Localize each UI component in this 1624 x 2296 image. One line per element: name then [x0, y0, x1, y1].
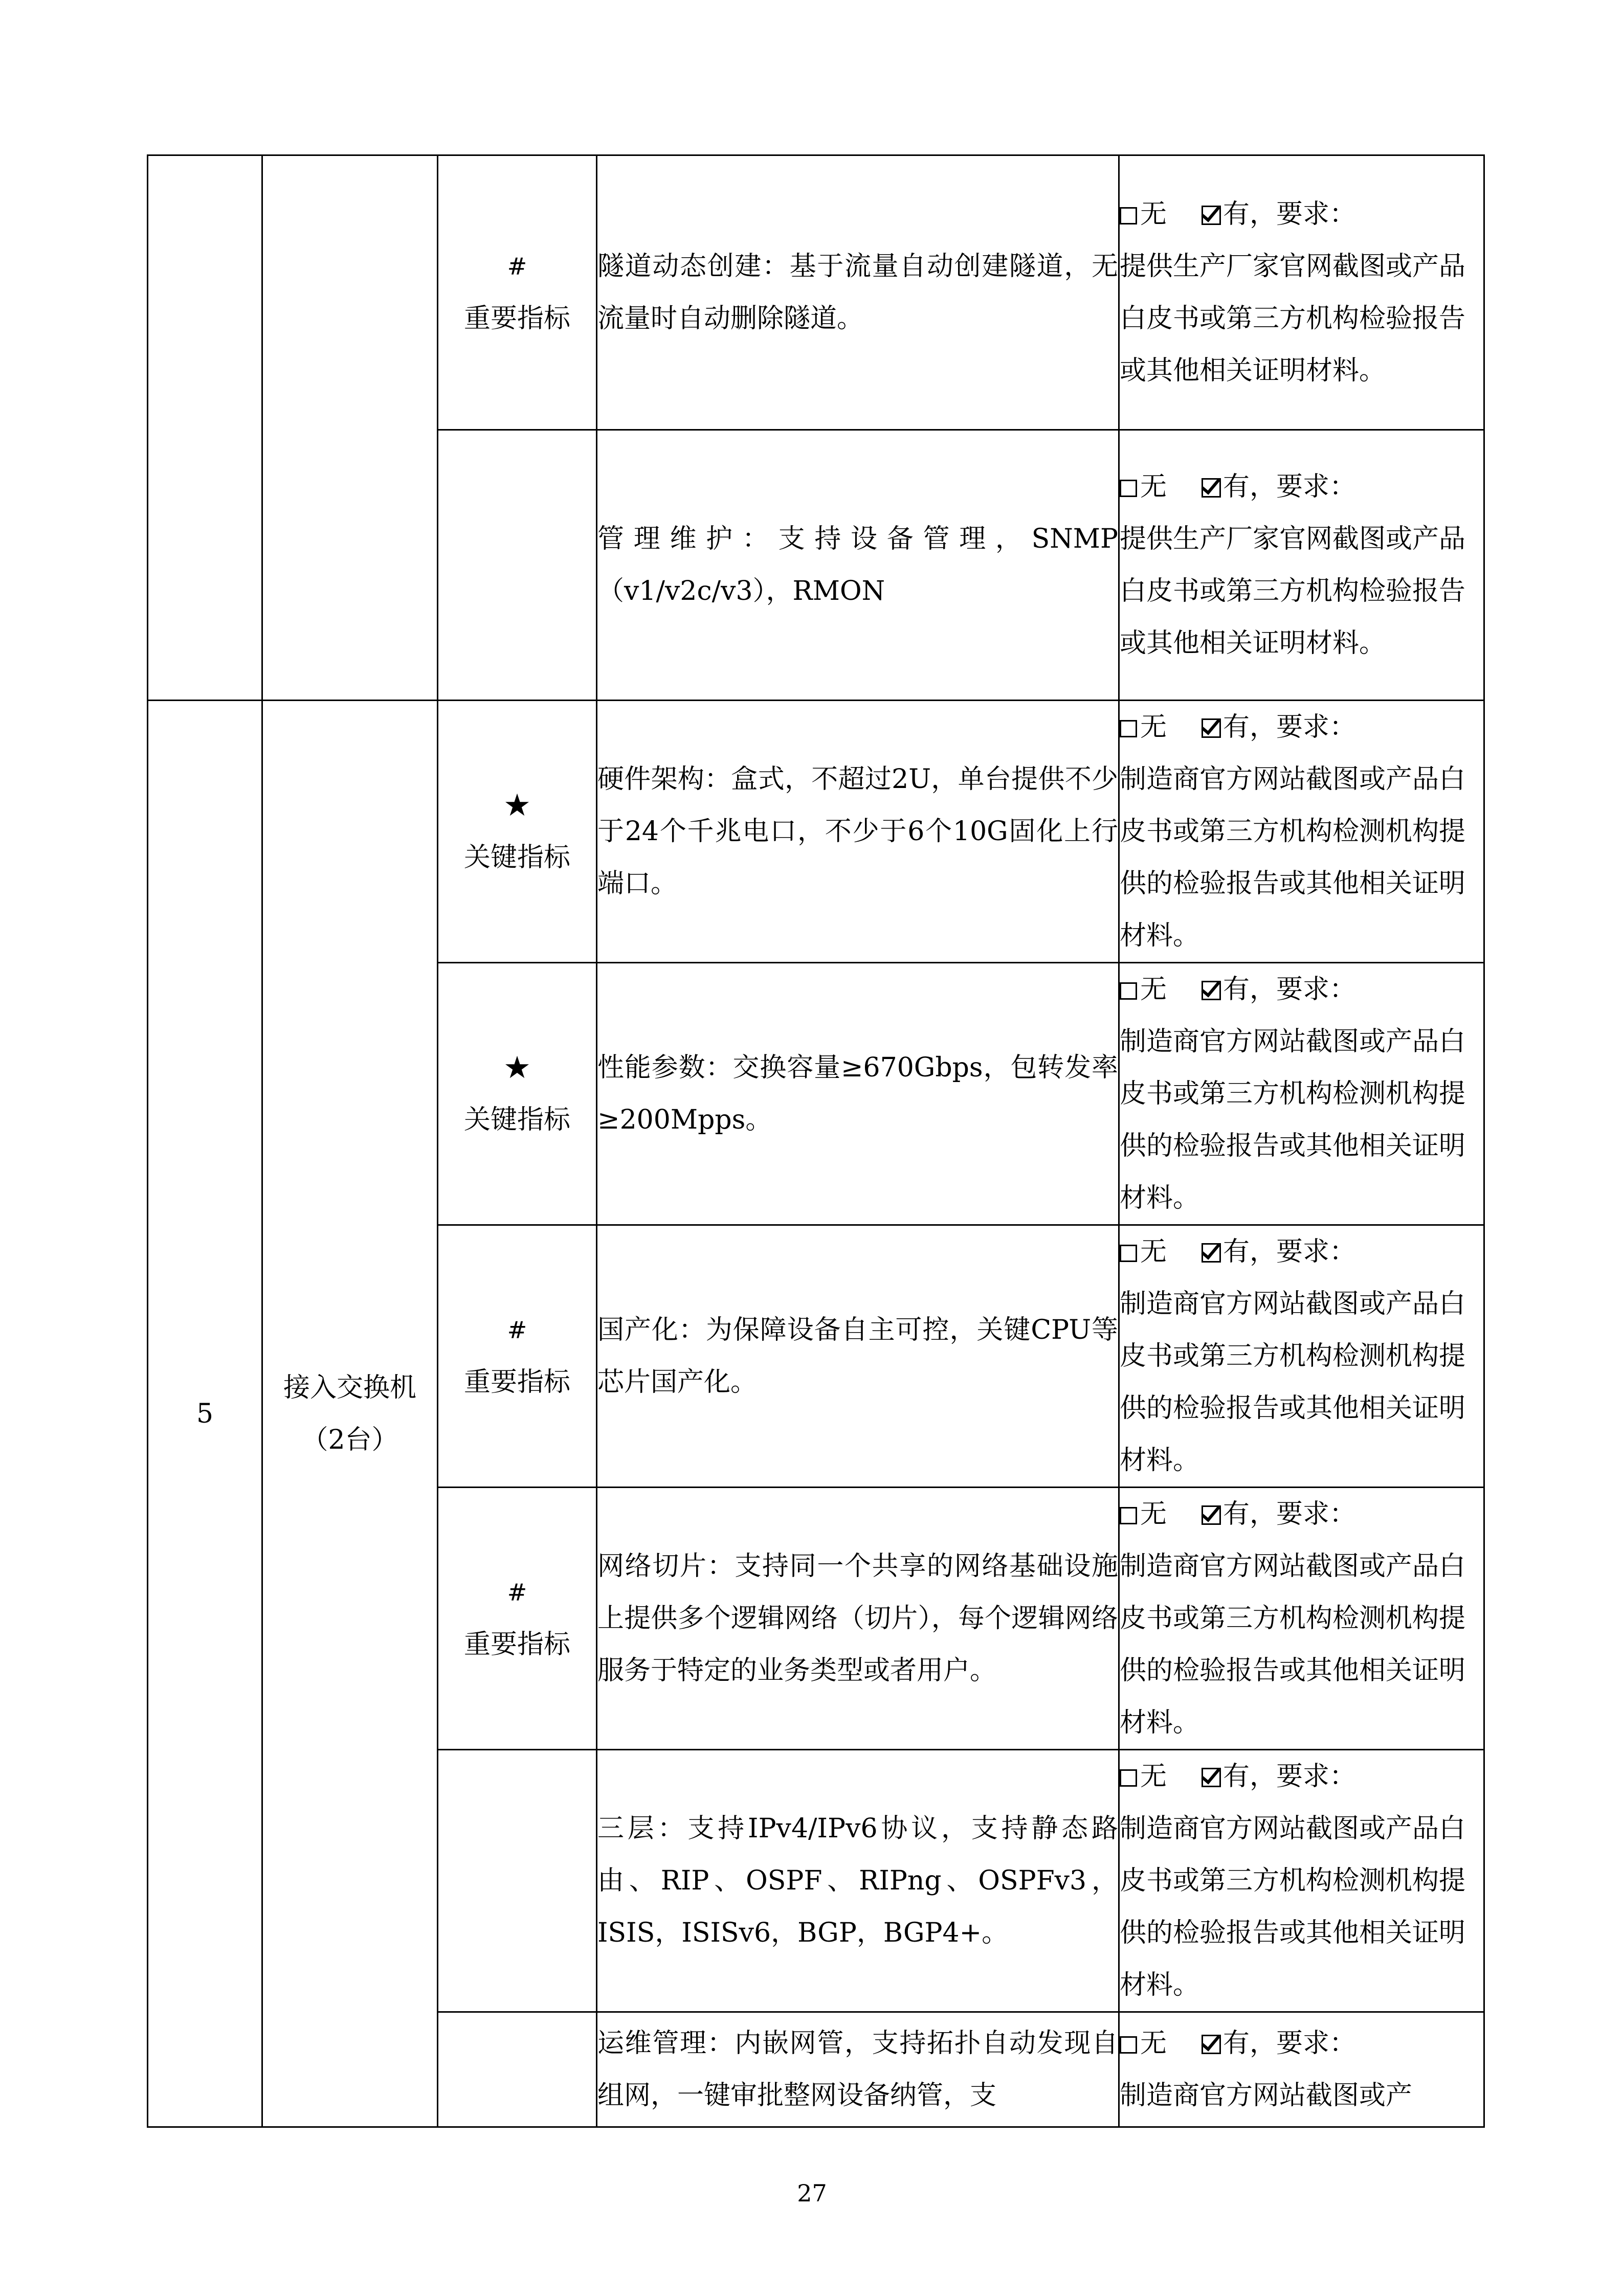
- level-cell: [438, 701, 597, 963]
- checkbox-unchecked-icon[interactable]: [1120, 720, 1137, 737]
- checkbox-checked-icon[interactable]: [1202, 206, 1221, 225]
- checkbox-unchecked-icon[interactable]: [1120, 1245, 1137, 1262]
- checkbox-unchecked-icon[interactable]: [1120, 982, 1137, 1000]
- page-number: 27: [797, 2179, 827, 2207]
- table-row: [148, 155, 1484, 430]
- checkbox-unchecked-icon[interactable]: [1120, 207, 1137, 224]
- level-label: 重要指标: [463, 1367, 570, 1398]
- proof-none-label: 无: [1140, 1499, 1167, 1529]
- proof-requirement: 制造商官方网站截图或产品白皮书或第三方机构检测机构提供的检验报告或其他相关证明材料。: [1120, 764, 1466, 951]
- key-indicator-star-icon: ★: [503, 787, 531, 823]
- level-cell: [438, 1488, 597, 1750]
- level-label: 重要指标: [463, 1629, 570, 1660]
- proof-cell: [1119, 155, 1484, 430]
- level-cell: [438, 1225, 597, 1488]
- level-cell: [438, 430, 597, 701]
- proof-options: [1120, 1761, 1356, 1792]
- proof-requirement: 制造商官方网站截图或产品白皮书或第三方机构检测机构提供的检验报告或其他相关证明材料。: [1120, 1289, 1466, 1476]
- proof-has-label: 有，要求：: [1223, 1761, 1356, 1792]
- checkbox-unchecked-icon[interactable]: [1120, 2036, 1137, 2054]
- level-cell: [438, 963, 597, 1225]
- proof-options: [1120, 1499, 1356, 1529]
- checkbox-checked-icon[interactable]: [1202, 478, 1221, 498]
- proof-requirement: 提供生产厂家官网截图或产品白皮书或第三方机构检验报告或其他相关证明材料。: [1120, 251, 1466, 386]
- important-mark: #: [507, 253, 527, 280]
- level-cell: [438, 2012, 597, 2127]
- important-mark: #: [507, 1316, 527, 1344]
- seq-cell: [148, 155, 262, 701]
- proof-options: [1120, 1236, 1356, 1267]
- proof-none-label: 无: [1140, 1236, 1167, 1267]
- item-name-cell: 接入交换机（2台）: [262, 701, 438, 2127]
- item-name-cell: [262, 155, 438, 701]
- proof-none-label: 无: [1140, 974, 1167, 1005]
- requirement-text: 硬件架构：盒式，不超过2U，单台提供不少于24个千兆电口，不少于6个10G固化上行端口。: [597, 701, 1119, 963]
- important-mark: #: [507, 1579, 527, 1606]
- proof-cell: [1119, 1750, 1484, 2012]
- proof-none-label: 无: [1140, 712, 1167, 742]
- spec-table: [147, 154, 1485, 2128]
- requirement-text: 三层：支持IPv4/IPv6协议，支持静态路由、RIP、OSPF、RIPng、OSPFv3，ISIS，ISISv6，BGP，BGP4+。: [597, 1750, 1119, 2012]
- proof-cell: [1119, 1488, 1484, 1750]
- proof-options: [1120, 199, 1356, 230]
- level-label: 关键指标: [463, 842, 570, 873]
- checkbox-checked-icon[interactable]: [1202, 1505, 1221, 1525]
- checkbox-checked-icon[interactable]: [1202, 718, 1221, 738]
- requirement-text: 国产化：为保障设备自主可控，关键CPU等芯片国产化。: [597, 1225, 1119, 1488]
- level-cell: [438, 155, 597, 430]
- proof-has-label: 有，要求：: [1223, 974, 1356, 1005]
- requirement-text: 性能参数：交换容量≥670Gbps，包转发率≥200Mpps。: [597, 963, 1119, 1225]
- proof-options: [1120, 712, 1356, 742]
- level-cell: [438, 1750, 597, 2012]
- seq-cell: 5: [148, 701, 262, 2127]
- requirement-text: 隧道动态创建：基于流量自动创建隧道，无流量时自动删除隧道。: [597, 155, 1119, 430]
- checkbox-unchecked-icon[interactable]: [1120, 1769, 1137, 1787]
- table-row: [148, 701, 1484, 963]
- proof-has-label: 有，要求：: [1223, 199, 1356, 230]
- requirement-text: 运维管理：内嵌网管，支持拓扑自动发现自组网，一键审批整网设备纳管，支: [597, 2012, 1119, 2127]
- checkbox-checked-icon[interactable]: [1202, 1243, 1221, 1263]
- proof-options: [1120, 974, 1356, 1005]
- checkbox-unchecked-icon[interactable]: [1120, 1507, 1137, 1524]
- requirement-text: 网络切片：支持同一个共享的网络基础设施上提供多个逻辑网络（切片），每个逻辑网络服务于特定的业务类型或者用户。: [597, 1488, 1119, 1750]
- requirement-text: 管理维护：支持设备管理，SNMP（v1/v2c/v3），RMON: [597, 430, 1119, 701]
- proof-cell: [1119, 430, 1484, 701]
- checkbox-checked-icon[interactable]: [1202, 1768, 1221, 1787]
- proof-requirement: 制造商官方网站截图或产品白皮书或第三方机构检测机构提供的检验报告或其他相关证明材料。: [1120, 1026, 1466, 1213]
- proof-options: [1120, 471, 1356, 502]
- proof-none-label: 无: [1140, 471, 1167, 502]
- proof-has-label: 有，要求：: [1223, 2028, 1356, 2059]
- proof-requirement: 制造商官方网站截图或产品白皮书或第三方机构检测机构提供的检验报告或其他相关证明材料。: [1120, 1813, 1466, 2000]
- checkbox-unchecked-icon[interactable]: [1120, 480, 1137, 497]
- proof-cell: [1119, 963, 1484, 1225]
- proof-has-label: 有，要求：: [1223, 712, 1356, 742]
- proof-none-label: 无: [1140, 199, 1167, 230]
- checkbox-checked-icon[interactable]: [1202, 981, 1221, 1000]
- proof-options: [1120, 2028, 1356, 2059]
- level-label: 关键指标: [463, 1105, 570, 1135]
- checkbox-checked-icon[interactable]: [1202, 2035, 1221, 2054]
- proof-cell: [1119, 2012, 1484, 2127]
- proof-has-label: 有，要求：: [1223, 1236, 1356, 1267]
- proof-cell: [1119, 701, 1484, 963]
- level-label: 重要指标: [463, 303, 570, 334]
- proof-requirement: 提供生产厂家官网截图或产品白皮书或第三方机构检验报告或其他相关证明材料。: [1120, 524, 1466, 659]
- proof-none-label: 无: [1140, 2028, 1167, 2059]
- key-indicator-star-icon: ★: [503, 1050, 531, 1086]
- proof-has-label: 有，要求：: [1223, 1499, 1356, 1529]
- proof-has-label: 有，要求：: [1223, 471, 1356, 502]
- proof-none-label: 无: [1140, 1761, 1167, 1792]
- proof-requirement: 制造商官方网站截图或产: [1120, 2080, 1413, 2111]
- proof-requirement: 制造商官方网站截图或产品白皮书或第三方机构检测机构提供的检验报告或其他相关证明材料。: [1120, 1551, 1466, 1738]
- proof-cell: [1119, 1225, 1484, 1488]
